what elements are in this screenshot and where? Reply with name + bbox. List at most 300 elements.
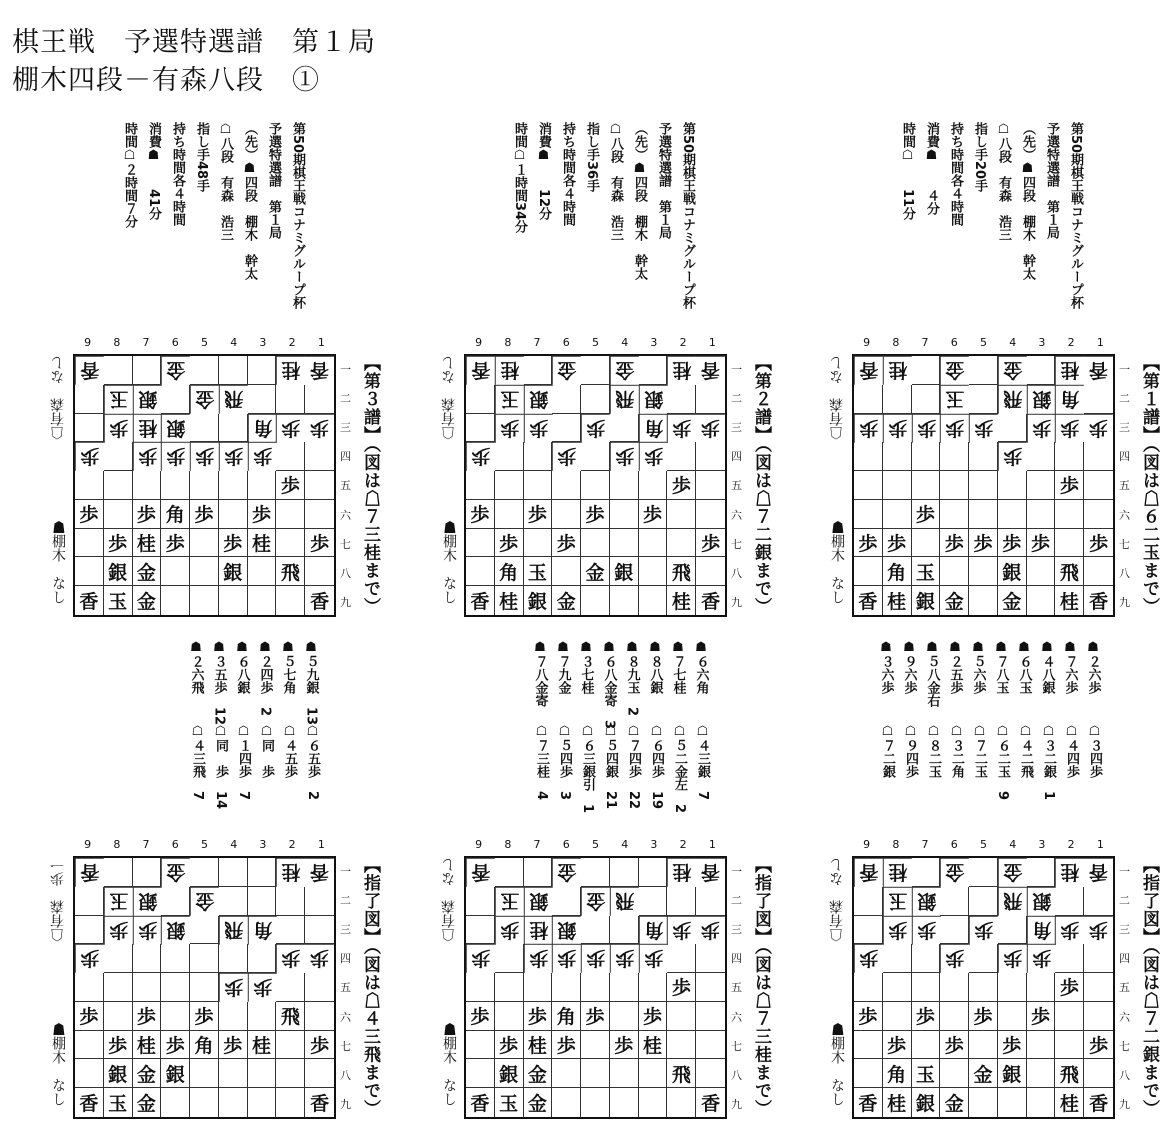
board-square: 歩 [104, 916, 133, 945]
file-label: 9 [84, 838, 92, 851]
board-square: 銀 [104, 1059, 133, 1088]
board-square [639, 858, 668, 887]
board-square [667, 1088, 696, 1117]
board-square [552, 1088, 581, 1117]
board-square [581, 529, 610, 558]
rank-label: 七 [340, 1039, 351, 1053]
move-column [208, 640, 230, 810]
diagram-caption: 【第３譜】（図は☖７三桂まで） [360, 354, 380, 616]
board-square [219, 414, 248, 443]
board-square: 銀 [161, 414, 190, 443]
file-label: 1 [317, 838, 325, 851]
file-labels [73, 838, 336, 851]
file-label: 5 [979, 838, 987, 851]
sente-move: ☗４八銀 [1039, 640, 1055, 694]
gote-hand: ☖有森 なし [50, 356, 66, 440]
board-square [219, 887, 248, 916]
board-square [133, 858, 162, 887]
board-square: 歩 [495, 916, 524, 945]
move-column [644, 640, 666, 810]
rank-label: 四 [340, 952, 351, 966]
board-square [495, 1002, 524, 1031]
board-square [161, 586, 190, 615]
header-line: 消費☗ ４分 [924, 122, 939, 215]
board-square: 角 [248, 916, 277, 945]
board-square [912, 385, 941, 414]
move-list [852, 640, 1102, 801]
board-square [696, 557, 725, 586]
file-label: 6 [562, 838, 570, 851]
file-label: 7 [142, 838, 150, 851]
board-square [667, 500, 696, 529]
file-label: 9 [475, 336, 483, 349]
file-label: 9 [863, 336, 871, 349]
board-square: 歩 [667, 916, 696, 945]
sente-move: ☗３五歩 12 [211, 640, 227, 726]
board-square [854, 1059, 883, 1088]
board-square: 香 [305, 858, 334, 887]
board-square: 金 [524, 1059, 553, 1088]
board-square [248, 887, 277, 916]
board-square: 金 [610, 356, 639, 385]
board-square: 桂 [524, 1031, 553, 1060]
file-label: 4 [1009, 336, 1017, 349]
board-square [305, 500, 334, 529]
move-column [185, 640, 207, 801]
board-square [1084, 471, 1113, 500]
gote-move: ☖４五歩 [282, 724, 297, 778]
board-square [1084, 887, 1113, 916]
board-square: 歩 [998, 944, 1027, 973]
shogi-board [852, 354, 1115, 617]
header-line: 第50期棋王戦コナミグループ杯 [290, 122, 305, 310]
board-square [912, 356, 941, 385]
board-square [276, 529, 305, 558]
board-square: 金 [552, 858, 581, 887]
board-square: 金 [161, 356, 190, 385]
board-square: 歩 [161, 1031, 190, 1060]
board-square: 香 [1089, 591, 1109, 614]
board-square [969, 557, 998, 586]
board-square [667, 442, 696, 471]
board-square [696, 944, 725, 973]
board-square: 金 [940, 356, 969, 385]
board-square [998, 916, 1027, 945]
board-square [1027, 1088, 1056, 1117]
board-square [1027, 586, 1056, 615]
board-square [912, 944, 941, 973]
rank-label: 九 [340, 596, 351, 610]
board-square: 歩 [133, 916, 162, 945]
file-label: 2 [679, 838, 687, 851]
board-square: 桂 [667, 586, 696, 615]
board-square: 歩 [610, 944, 639, 973]
sente-move: ☗８八銀 [647, 640, 663, 694]
board-square: 歩 [1027, 529, 1056, 558]
board-square: 銀 [219, 557, 248, 586]
board-square: 歩 [524, 414, 553, 443]
board-square [104, 356, 133, 385]
board-square [940, 1002, 969, 1031]
rank-label: 一 [1119, 362, 1130, 376]
board-square: 歩 [667, 471, 696, 500]
board-square: 金 [998, 356, 1027, 385]
board-square [248, 356, 277, 385]
board-square: 歩 [276, 471, 305, 500]
board-square: 香 [466, 356, 495, 385]
board-square [969, 356, 998, 385]
board-square: 歩 [883, 916, 912, 945]
file-label: 5 [200, 336, 208, 349]
board-square: 歩 [219, 529, 248, 558]
header-line: 第50期棋王戦コナミグループ杯 [1068, 122, 1083, 310]
sente-move: ☗２六歩 [1085, 640, 1101, 694]
board-square [912, 529, 941, 558]
board-square [912, 858, 941, 887]
board-square [940, 916, 969, 945]
board-square [998, 500, 1027, 529]
gote-move: ☖５四歩 3 [557, 724, 572, 801]
move-list [70, 640, 320, 810]
gote-move: ☖１四歩 7 [236, 724, 251, 801]
board-square [219, 471, 248, 500]
board-square [969, 586, 998, 615]
board-square [883, 1002, 912, 1031]
shogi-board [464, 856, 727, 1119]
board-square [581, 1088, 610, 1117]
board-square [305, 471, 334, 500]
board-square [883, 385, 912, 414]
header-line: （先）☗四段 棚木 幹太 [242, 122, 257, 280]
board-square: 銀 [912, 1088, 941, 1117]
board-square: 歩 [912, 414, 941, 443]
board-square: 香 [696, 356, 725, 385]
move-column [944, 640, 966, 778]
shogi-diagram [815, 832, 1159, 1118]
board-square [133, 471, 162, 500]
board-square [524, 858, 553, 887]
header-line: 消費☗ 41分 [146, 122, 161, 221]
rank-label: 八 [731, 567, 742, 581]
board-square: 金 [998, 858, 1027, 887]
board-square [696, 973, 725, 1002]
rank-label: 二 [731, 893, 742, 907]
board-square [969, 858, 998, 887]
file-labels [73, 336, 336, 349]
board-square [104, 442, 133, 471]
board-square: 桂 [133, 414, 162, 443]
board-square [854, 471, 883, 500]
board-square: 歩 [940, 414, 969, 443]
sente-move: ☗２四歩 2 [257, 640, 273, 717]
board-square: 歩 [1027, 944, 1056, 973]
board-square [161, 471, 190, 500]
rank-label: 七 [731, 1039, 742, 1053]
sente-hand: ☗棚木 なし [441, 520, 457, 604]
shogi-diagram [815, 330, 1159, 616]
board-square [276, 586, 305, 615]
board-square [639, 1059, 668, 1088]
board-square [75, 385, 104, 414]
rank-label: 六 [340, 1010, 351, 1024]
board-square: 歩 [1055, 973, 1084, 1002]
board-square: 銀 [610, 557, 639, 586]
board-square [667, 1031, 696, 1060]
rank-label: 四 [340, 450, 351, 464]
board-square: 角 [639, 414, 668, 443]
board-square: 銀 [133, 385, 162, 414]
board-square: 香 [75, 1088, 104, 1117]
file-label: 2 [1067, 838, 1075, 851]
rank-label: 二 [340, 391, 351, 405]
board-square [248, 385, 277, 414]
sente-move: ☗７八玉 [993, 640, 1009, 694]
board-square: 玉 [104, 1088, 133, 1117]
board-square [305, 916, 334, 945]
board-square: 銀 [639, 385, 668, 414]
board-square: 銀 [495, 1059, 524, 1088]
board-square: 歩 [104, 529, 133, 558]
board-square [161, 887, 190, 916]
board-square: 金 [940, 1088, 969, 1117]
board-square [305, 973, 334, 1002]
board-square [248, 1088, 277, 1117]
board-square [161, 1002, 190, 1031]
board-square [854, 887, 883, 916]
board-square [1055, 1031, 1084, 1060]
board-square: 歩 [219, 973, 248, 1002]
board-square [190, 414, 219, 443]
board-square: 桂 [1055, 858, 1084, 887]
board-square [161, 385, 190, 414]
board-square: 歩 [495, 529, 524, 558]
board-square [75, 414, 104, 443]
file-label: 1 [317, 336, 325, 349]
shogi-board [852, 856, 1115, 1119]
move-column [231, 640, 253, 801]
board-square: 歩 [667, 973, 696, 1002]
board-square: 歩 [940, 944, 969, 973]
board-square [190, 944, 219, 973]
board-square [190, 973, 219, 1002]
board-square: 飛 [667, 1059, 696, 1088]
board-square [161, 973, 190, 1002]
board-square [466, 1059, 495, 1088]
board-square [133, 356, 162, 385]
gote-hand: ☖有森 なし [829, 858, 845, 942]
board-square: 歩 [1055, 471, 1084, 500]
board-square [969, 1088, 998, 1117]
header-line: 指し手36手 [584, 122, 599, 193]
board-square: 桂 [524, 916, 553, 945]
file-label: 1 [708, 336, 716, 349]
board-square [969, 887, 998, 916]
board-square [219, 858, 248, 887]
board-square: 香 [310, 1093, 330, 1116]
board-square: 桂 [883, 356, 912, 385]
board-square: 玉 [495, 887, 524, 916]
file-label: 9 [863, 838, 871, 851]
board-square: 歩 [639, 442, 668, 471]
board-square [495, 944, 524, 973]
rank-label: 九 [340, 1098, 351, 1112]
rank-label: 四 [1119, 450, 1130, 464]
board-square [248, 1059, 277, 1088]
board-square: 桂 [1055, 586, 1084, 615]
rank-label: 九 [1119, 1098, 1130, 1112]
board-square [190, 1088, 219, 1117]
board-square [552, 500, 581, 529]
board-square: 銀 [552, 916, 581, 945]
sente-move: ☗８九玉 2 [624, 640, 640, 717]
rank-label: 五 [340, 479, 351, 493]
board-square: 香 [75, 858, 104, 887]
board-square [75, 973, 104, 1002]
file-label: 8 [504, 336, 512, 349]
board-square [524, 442, 553, 471]
board-square: 角 [552, 1002, 581, 1031]
board-square [998, 1088, 1027, 1117]
board-square: 銀 [161, 916, 190, 945]
rank-label: 三 [1119, 421, 1130, 435]
board-square: 香 [854, 586, 883, 615]
board-square: 桂 [883, 1088, 912, 1117]
board-square [219, 1002, 248, 1031]
diagram-caption: 【指了図】（図は☖７三桂まで） [751, 856, 771, 1118]
board-square [1055, 442, 1084, 471]
board-square: 歩 [75, 442, 104, 471]
board-square: 歩 [1084, 916, 1113, 945]
move-column [254, 640, 276, 778]
board-square [190, 529, 219, 558]
header-line: 時間☖１時間34分 [512, 122, 527, 234]
board-square [883, 973, 912, 1002]
board-square [667, 1002, 696, 1031]
header-line: ☖八段 有森 浩三 [996, 122, 1011, 241]
board-square [940, 471, 969, 500]
board-square [276, 887, 305, 916]
file-label: 3 [259, 336, 267, 349]
board-square: 桂 [248, 1031, 277, 1060]
board-square [1055, 1002, 1084, 1031]
board-square [495, 858, 524, 887]
board-square [190, 858, 219, 887]
file-label: 1 [1096, 336, 1104, 349]
board-square [912, 973, 941, 1002]
gote-move: ☖７二玉 [972, 724, 987, 778]
board-square [639, 356, 668, 385]
diagram-caption: 【第２譜】（図は☖７二銀まで） [751, 354, 771, 616]
board-square [524, 529, 553, 558]
board-square [1055, 500, 1084, 529]
board-square: 角 [1027, 916, 1056, 945]
board-square [190, 557, 219, 586]
board-square: 歩 [581, 1002, 610, 1031]
board-square: 歩 [133, 1002, 162, 1031]
board-square: 歩 [1084, 1031, 1113, 1060]
board-square [466, 471, 495, 500]
board-square: 玉 [104, 385, 133, 414]
board-square [1084, 385, 1113, 414]
move-column [921, 640, 943, 778]
rank-labels [731, 856, 742, 1119]
board-square [552, 414, 581, 443]
board-square [696, 1002, 725, 1031]
file-label: 6 [950, 838, 958, 851]
board-square: 歩 [276, 414, 305, 443]
board-square [133, 973, 162, 1002]
header-line: ☖八段 有森 浩三 [608, 122, 623, 241]
board-square: 歩 [854, 944, 883, 973]
board-square: 歩 [639, 1002, 668, 1031]
board-square [161, 1088, 190, 1117]
file-label: 7 [921, 838, 929, 851]
board-square: 歩 [305, 529, 334, 558]
sente-move: ☗６八玉 [1016, 640, 1032, 694]
gote-move: ☖４三飛 7 [190, 724, 205, 801]
gote-move: ☖３二銀 1 [1041, 724, 1056, 801]
board-square: 歩 [940, 1031, 969, 1060]
file-label: 3 [1038, 336, 1046, 349]
game-info-header [875, 122, 1095, 352]
board-square: 歩 [104, 414, 133, 443]
move-column [575, 640, 597, 814]
board-square: 銀 [524, 586, 553, 615]
board-square [104, 471, 133, 500]
board-square [854, 916, 883, 945]
board-square: 角 [161, 500, 190, 529]
rank-label: 八 [340, 1069, 351, 1083]
move-column [898, 640, 920, 778]
board-square: 歩 [524, 1002, 553, 1031]
board-square [466, 916, 495, 945]
board-square: 香 [310, 591, 330, 614]
board-square: 歩 [1055, 916, 1084, 945]
board-square: 角 [883, 557, 912, 586]
board-square: 桂 [1055, 1088, 1084, 1117]
board-square: 香 [696, 858, 725, 887]
board-square: 桂 [639, 1031, 668, 1060]
board-square: 歩 [190, 1002, 219, 1031]
header-line: 持ち時間各４時間 [170, 122, 185, 226]
gote-move: ☖４三銀 7 [695, 724, 710, 801]
board-square [219, 356, 248, 385]
board-square [610, 1088, 639, 1117]
board-square [466, 887, 495, 916]
sente-hand: ☗棚木 なし [441, 1022, 457, 1106]
gote-move: ☖７三桂 4 [534, 724, 549, 801]
file-label: 8 [892, 838, 900, 851]
board-square: 歩 [552, 529, 581, 558]
board-square: 桂 [883, 586, 912, 615]
board-square [219, 1088, 248, 1117]
board-square [524, 973, 553, 1002]
board-square: 歩 [581, 500, 610, 529]
gote-move: ☖９四歩 [903, 724, 918, 778]
board-square [969, 385, 998, 414]
board-square [524, 471, 553, 500]
rank-label: 一 [340, 362, 351, 376]
board-square [581, 586, 610, 615]
board-square [190, 916, 219, 945]
diagram-caption: 【指了図】（図は☖４三飛まで） [360, 856, 380, 1118]
file-label: 2 [1067, 336, 1075, 349]
sente-move: ☗５六歩 [970, 640, 986, 694]
board-square [161, 557, 190, 586]
board-square [639, 529, 668, 558]
board-square [75, 529, 104, 558]
rank-label: 六 [1119, 1010, 1130, 1024]
